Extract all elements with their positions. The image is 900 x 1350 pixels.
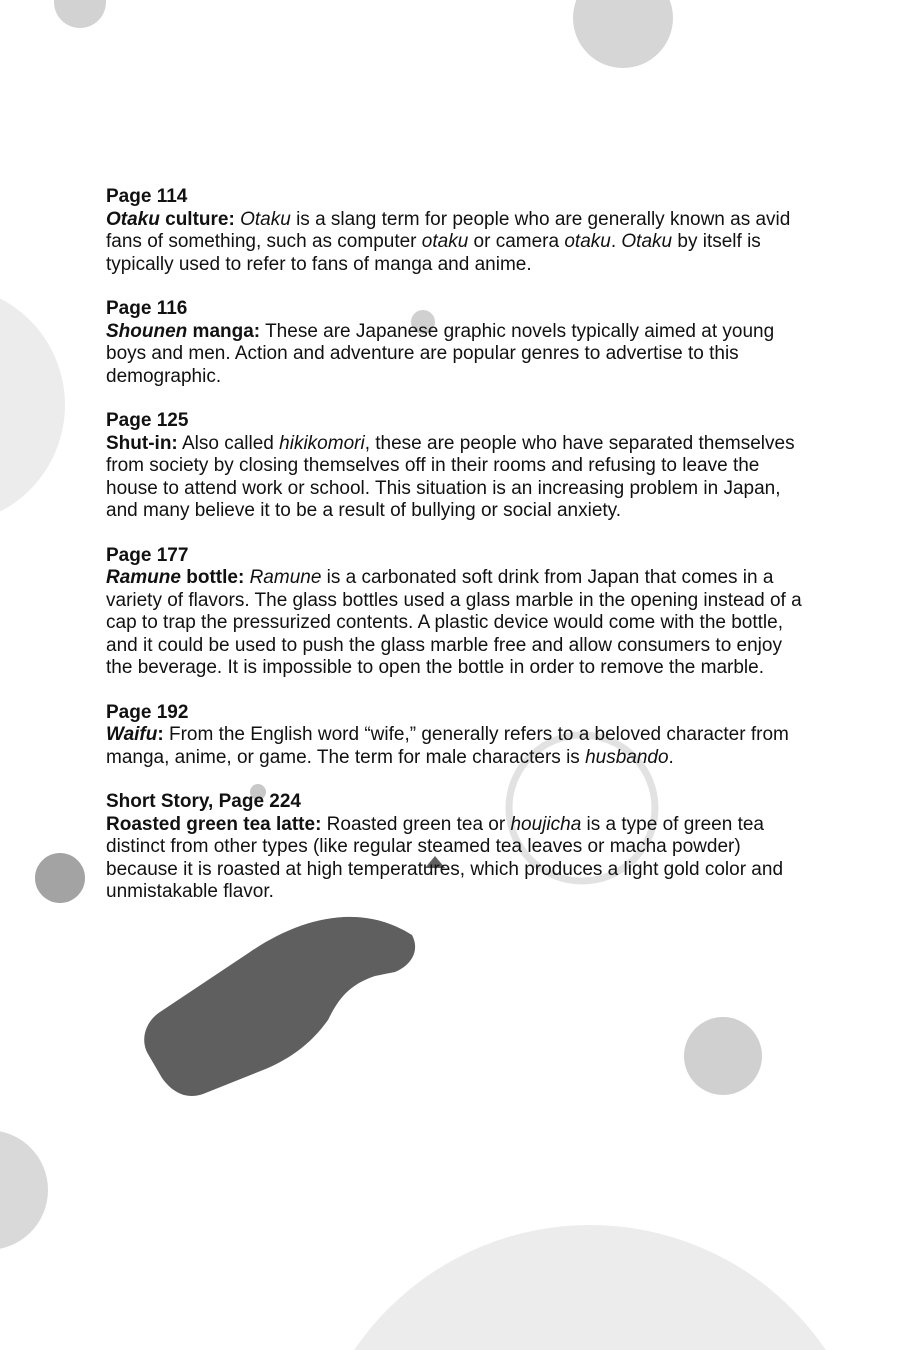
entry-term-italic: Shounen [106,320,188,342]
entry-page-heading: Page 192 [106,701,189,723]
definition-text: by itself is typically used to refer to fans of manga and anime. [106,231,761,275]
italic-term-text: otaku [564,231,611,252]
italic-term-text: otaku [421,231,469,252]
entry-term-label: manga: [187,320,261,342]
italic-term-text: houjicha [510,813,582,835]
italic-term-text: husbando [585,746,669,768]
bubble-circle [573,0,673,68]
entry-page-heading: Page 114 [106,186,188,207]
entry-term-label: culture: [159,208,235,230]
glossary-entry [106,298,806,388]
entry-definition [106,724,806,769]
entry-term-italic: Ramune [106,567,181,588]
italic-term-text: Otaku [240,208,291,230]
definition-text: is a carbonated soft drink from Japan that comes in a variety of flavors. The glass bottles used a glass marble in the opening instead of a cap to trap the pressurized contents. A plastic device would come with the bottle, and it could be used to push the glass marble free and allow consumers to enjoy the beverage. It is impossible to open the bottle in order to remove the marble. [106,567,802,678]
glossary-entry [106,545,806,680]
entry-term-label: : [157,724,164,745]
entry-term-label: Shut-in: [106,432,178,454]
entry-term-italic: Waifu [106,724,158,745]
glossary-entry [106,186,806,276]
entry-term [106,814,321,835]
bubble-circle [54,0,106,28]
definition-text: is a slang term for people who are generally known as avid fans of something, such as computer [106,208,791,252]
entry-page-heading: Page 116 [106,298,188,319]
definition-text: Roasted green tea or [321,813,511,835]
entry-page-heading: Page 125 [106,410,189,431]
glossary-entry [106,791,806,904]
definition-text: From the English word “wife,” generally refers to a beloved character from manga, anime, or game. The term for male characters is [106,724,789,768]
bubble-circle [0,1130,48,1250]
definition-text: or camera [468,231,565,252]
entry-definition [106,567,806,680]
entry-page-heading: Page 177 [106,544,189,566]
bubble-circle [305,1225,875,1350]
italic-term-text: Otaku [621,231,673,252]
bubble-circle [0,285,65,525]
entry-term [106,433,178,454]
glossary-entry [106,410,806,523]
bubble-circle [684,1017,762,1095]
definition-text: , these are people who have separated themselves from society by closing themselves off in their rooms and refusing to leave the house to attend work or school. This situation is an increasing problem in Japan, and many believe it to be a result of bullying or social anxiety. [106,432,795,521]
italic-term-text: hikikomori [279,432,365,454]
entry-term-italic: Otaku [106,208,160,230]
entry-term [106,567,244,588]
entry-term-label: bottle: [180,567,245,588]
entry-term [106,321,260,342]
entry-definition [106,433,806,523]
glossary-notes [106,186,806,926]
italic-term-text: Ramune [249,567,322,588]
definition-text: These are Japanese graphic novels typically aimed at young boys and men. Action and adventure are popular genres to advertise to this demographic. [106,320,775,387]
entry-term [106,209,235,230]
definition-text: is a type of green tea distinct from other types (like regular steamed tea leaves or macha powder) because it is roasted at high temperatures, which produces a light gold color and unmistakable flavor. [106,813,784,902]
entry-definition [106,814,806,904]
definition-text: . [610,231,622,252]
entry-term [106,724,164,745]
entry-page-heading: Short Story, Page 224 [106,791,301,812]
entry-definition [106,209,806,277]
bubble-circle [35,853,85,903]
entry-term-label: Roasted green tea latte: [106,813,322,835]
glossary-entry [106,702,806,770]
entry-definition [106,321,806,389]
definition-text: Also called [177,432,280,454]
bottle-shape [144,917,415,1096]
definition-text: . [668,746,674,768]
